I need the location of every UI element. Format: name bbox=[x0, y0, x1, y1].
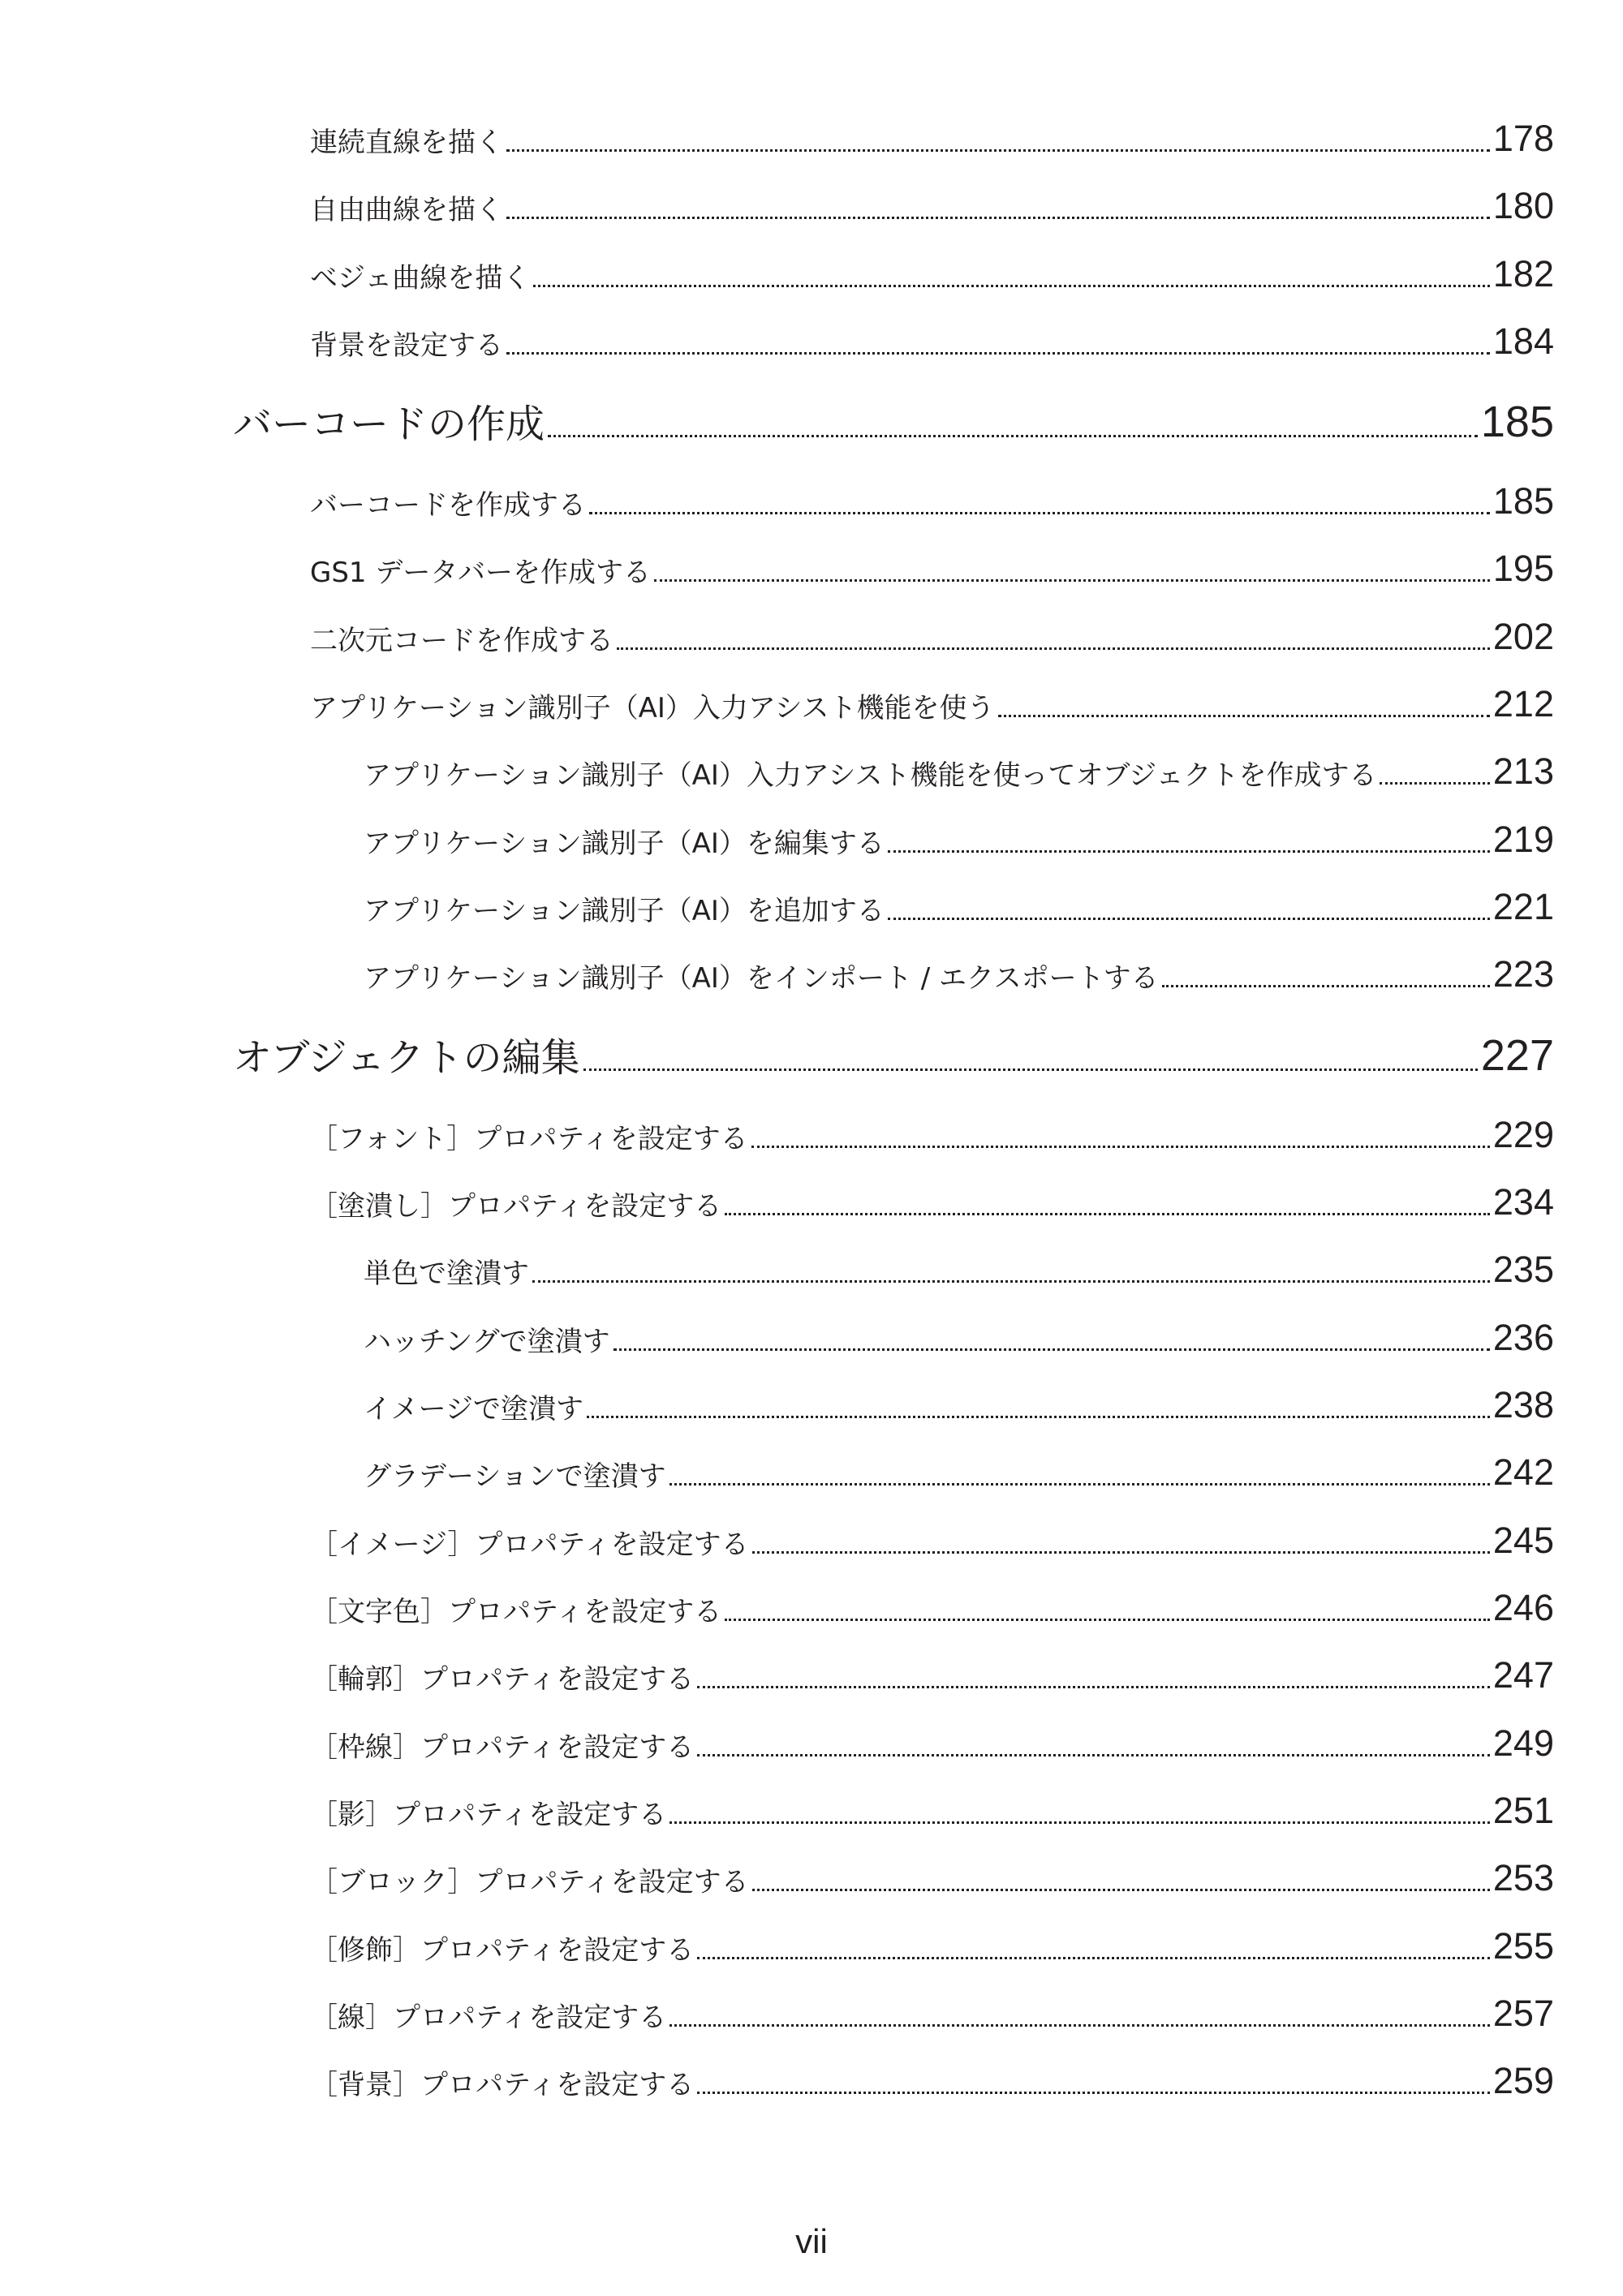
toc-entry bbox=[364, 950, 1554, 995]
toc-entry-page: 221 bbox=[1492, 886, 1554, 927]
dot-leader bbox=[506, 352, 1490, 355]
toc-entry bbox=[310, 1989, 1554, 2032]
toc-entry bbox=[310, 1516, 1554, 1559]
toc-entry bbox=[310, 114, 1554, 157]
toc-entry-page: 257 bbox=[1492, 1993, 1554, 2034]
toc-entry-page: 251 bbox=[1492, 1790, 1554, 1831]
dot-leader bbox=[617, 647, 1490, 650]
toc-entry-page: 255 bbox=[1492, 1925, 1554, 1967]
toc-entry-page: 259 bbox=[1492, 2060, 1554, 2101]
toc-entry bbox=[364, 1245, 1554, 1288]
toc-entry-page: 249 bbox=[1492, 1722, 1554, 1764]
toc-entry bbox=[310, 1786, 1554, 1829]
toc-entry-page: 245 bbox=[1492, 1520, 1554, 1561]
toc-entry bbox=[364, 815, 1554, 858]
dot-leader bbox=[506, 217, 1490, 219]
toc-entry bbox=[364, 1314, 1554, 1356]
toc-entry-title: アプリケーション識別子（AI）をインポート / エクスポートする bbox=[364, 962, 1159, 995]
toc-chapter-entry bbox=[233, 392, 1554, 447]
toc-entry-page: 227 bbox=[1480, 1031, 1554, 1080]
dot-leader bbox=[888, 850, 1490, 853]
toc-entry-page: 234 bbox=[1492, 1181, 1554, 1223]
toc-entry-title: ［文字色］プロパティを設定する bbox=[310, 1596, 722, 1628]
toc-entry-page: 184 bbox=[1492, 320, 1554, 362]
toc-entry-title: ［ブロック］プロパティを設定する bbox=[310, 1866, 749, 1898]
toc-entry-page: 238 bbox=[1492, 1384, 1554, 1425]
toc-entry-title: アプリケーション識別子（AI）入力アシスト機能を使ってオブジェクトを作成する bbox=[364, 759, 1377, 792]
toc-entry bbox=[310, 1719, 1554, 1764]
toc-entry-title: アプリケーション識別子（AI）入力アシスト機能を使う bbox=[310, 692, 995, 724]
toc-entry-page: 247 bbox=[1492, 1654, 1554, 1696]
toc-entry-title: 二次元コードを作成する bbox=[310, 625, 613, 657]
toc-entry-page: 202 bbox=[1492, 616, 1554, 657]
dot-leader bbox=[506, 149, 1490, 152]
toc-entry bbox=[310, 1922, 1554, 1967]
dot-leader bbox=[1380, 782, 1489, 785]
toc-entry-title: ［線］プロパティを設定する bbox=[310, 2001, 667, 2034]
toc-entry-title: GS1 データバーを作成する bbox=[310, 557, 652, 589]
toc-entry-title: 背景を設定する bbox=[310, 329, 503, 362]
toc-entry-title: バーコードを作成する bbox=[310, 489, 586, 522]
dot-leader bbox=[583, 1068, 1478, 1071]
toc-entry-page: 246 bbox=[1492, 1587, 1554, 1628]
toc-entry-page: 236 bbox=[1492, 1317, 1554, 1358]
toc-entry-title: ［修飾］プロパティを設定する bbox=[310, 1934, 695, 1967]
toc-entry-title: ハッチングで塗潰す bbox=[364, 1326, 610, 1358]
toc-entry-title: 単色で塗潰す bbox=[364, 1258, 529, 1290]
dot-leader bbox=[589, 512, 1490, 514]
toc-entry bbox=[364, 1448, 1554, 1493]
toc-entry-title: ベジェ曲線を描く bbox=[310, 262, 531, 295]
dot-leader bbox=[998, 715, 1490, 717]
dot-leader bbox=[697, 2092, 1490, 2094]
toc-entry bbox=[310, 680, 1554, 722]
toc-entry-title: ［フォント］プロパティを設定する bbox=[310, 1123, 748, 1155]
dot-leader bbox=[669, 2024, 1490, 2027]
toc-chapter-entry bbox=[233, 1025, 1554, 1081]
toc-entry-page: 182 bbox=[1492, 253, 1554, 295]
toc-entry-page: 212 bbox=[1492, 683, 1554, 724]
toc-entry-page: 213 bbox=[1492, 750, 1554, 792]
toc-entry-page: 185 bbox=[1492, 480, 1554, 522]
toc-entry-title: ［塗潰し］プロパティを設定する bbox=[310, 1190, 722, 1223]
dot-leader bbox=[697, 1754, 1490, 1756]
dot-leader bbox=[533, 285, 1490, 287]
toc-entry-page: 195 bbox=[1492, 548, 1554, 589]
toc-entry bbox=[364, 883, 1554, 925]
toc-entry bbox=[310, 477, 1554, 522]
toc-entry bbox=[310, 2057, 1554, 2099]
toc-entry bbox=[364, 1381, 1554, 1423]
dot-leader bbox=[697, 1957, 1490, 1959]
dot-leader bbox=[888, 918, 1490, 920]
toc-entry-title: アプリケーション識別子（AI）を追加する bbox=[364, 895, 885, 927]
dot-leader bbox=[587, 1416, 1490, 1418]
dot-leader bbox=[697, 1686, 1490, 1688]
dot-leader bbox=[752, 1889, 1490, 1891]
toc-entry-title: 連続直線を描く bbox=[310, 127, 503, 159]
dot-leader bbox=[613, 1348, 1490, 1351]
toc-entry-page: 185 bbox=[1480, 398, 1554, 446]
dot-leader bbox=[751, 1146, 1490, 1148]
toc-entry bbox=[310, 182, 1554, 224]
dot-leader bbox=[752, 1551, 1490, 1554]
toc-entry-page: 223 bbox=[1492, 953, 1554, 995]
toc-entry bbox=[310, 317, 1554, 362]
toc-entry bbox=[310, 1111, 1554, 1153]
toc-entry-page: 219 bbox=[1492, 819, 1554, 860]
toc-entry-title: ［背景］プロパティを設定する bbox=[310, 2069, 695, 2101]
dot-leader bbox=[669, 1821, 1490, 1824]
toc-entry-title: アプリケーション識別子（AI）を編集する bbox=[364, 828, 885, 860]
toc-entry bbox=[310, 1854, 1554, 1896]
toc-entry-title: ［輪郭］プロパティを設定する bbox=[310, 1663, 695, 1696]
dot-leader bbox=[548, 435, 1478, 437]
toc-entry-title: ［イメージ］プロパティを設定する bbox=[310, 1529, 749, 1561]
toc-entry-page: 253 bbox=[1492, 1857, 1554, 1898]
toc-entry-page: 180 bbox=[1492, 185, 1554, 226]
toc-entry-title: オブジェクトの編集 bbox=[233, 1035, 580, 1081]
toc-entry-title: イメージで塗潰す bbox=[364, 1393, 583, 1425]
toc-entry-title: グラデーションで塗潰す bbox=[364, 1460, 666, 1493]
toc-entry bbox=[310, 1651, 1554, 1696]
dot-leader bbox=[654, 579, 1490, 582]
toc-entry-page: 178 bbox=[1492, 118, 1554, 159]
page-number: vii bbox=[795, 2222, 828, 2260]
toc-entry-title: バーコードの作成 bbox=[233, 402, 545, 447]
dot-leader bbox=[725, 1213, 1490, 1215]
toc-entry-page: 235 bbox=[1492, 1249, 1554, 1290]
toc-entry bbox=[310, 613, 1554, 655]
dot-leader bbox=[532, 1280, 1490, 1283]
toc-entry-title: 自由曲線を描く bbox=[310, 194, 503, 226]
toc-entry-title: ［枠線］プロパティを設定する bbox=[310, 1731, 695, 1764]
dot-leader bbox=[669, 1483, 1490, 1486]
dot-leader bbox=[725, 1619, 1490, 1621]
toc-entry bbox=[310, 1178, 1554, 1223]
toc-entry-page: 229 bbox=[1492, 1114, 1554, 1155]
dot-leader bbox=[1162, 985, 1490, 987]
toc-entry-page: 242 bbox=[1492, 1451, 1554, 1493]
toc-entry bbox=[310, 250, 1554, 295]
toc-entry bbox=[364, 747, 1554, 792]
toc-entry-title: ［影］プロパティを設定する bbox=[310, 1799, 667, 1831]
toc-entry bbox=[310, 544, 1554, 587]
toc-entry bbox=[310, 1584, 1554, 1626]
